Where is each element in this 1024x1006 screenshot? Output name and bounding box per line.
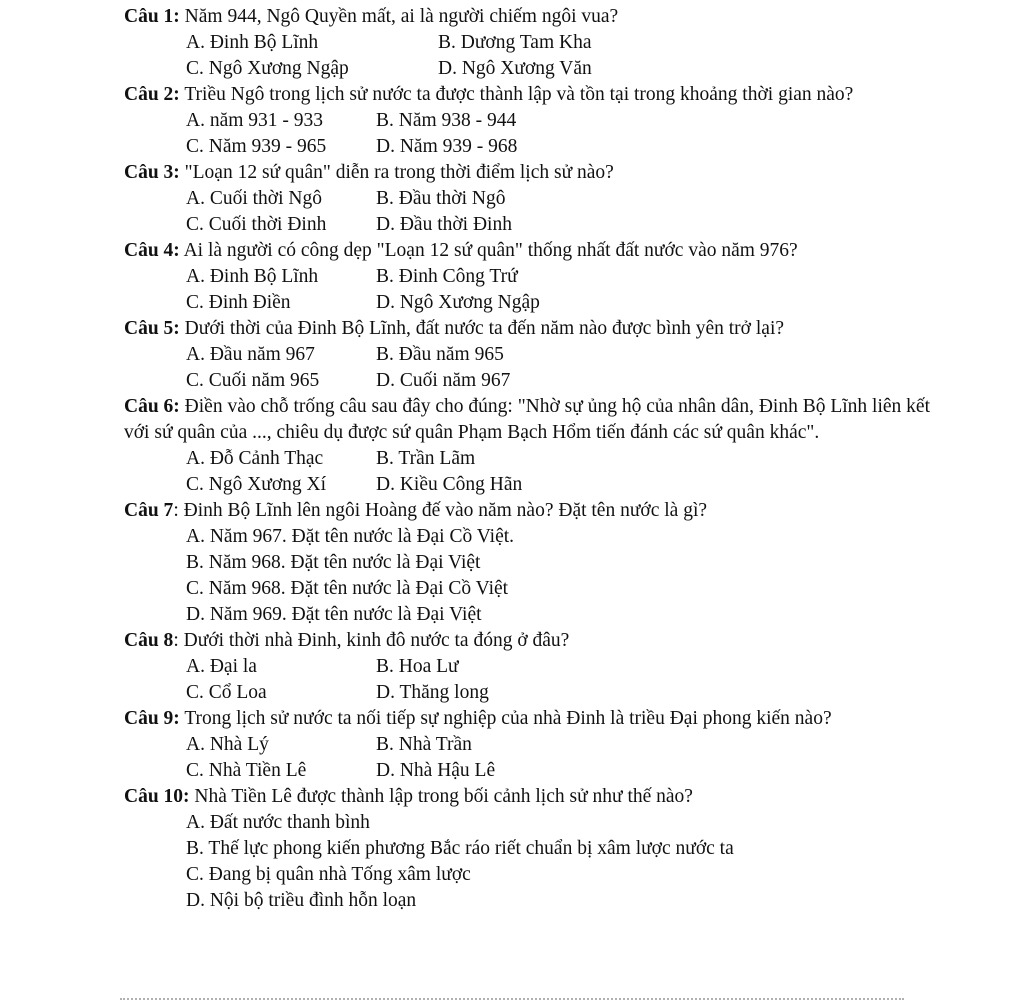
options-list (0, 654, 1024, 706)
option-d[interactable]: D. Cuối năm 967 (376, 370, 511, 391)
question-text (0, 4, 1024, 30)
option-b[interactable]: B. Nhà Trần (376, 734, 472, 755)
option-d[interactable]: D. Nội bộ triều đình hỗn loạn (186, 890, 417, 911)
question-text (0, 498, 1024, 524)
options-list (0, 524, 1024, 628)
option-d[interactable]: D. Ngô Xương Văn (438, 58, 592, 79)
option-c[interactable]: C. Cổ Loa (186, 682, 267, 703)
option-a[interactable]: A. Đỗ Cảnh Thạc (186, 448, 324, 469)
question-6 (0, 394, 1024, 498)
option-b[interactable]: B. Năm 968. Đặt tên nước là Đại Việt (186, 552, 481, 573)
question-prompt: "Loạn 12 sứ quân" diễn ra trong thời điểm lịch sử nào? (179, 162, 614, 183)
options-list (0, 264, 1024, 316)
option-c[interactable]: C. Cuối năm 965 (186, 370, 320, 391)
option-a[interactable]: A. Năm 967. Đặt tên nước là Đại Cồ Việt. (186, 526, 515, 547)
options-list (0, 810, 1024, 914)
question-1 (0, 4, 1024, 82)
option-c[interactable]: C. Năm 939 - 965 (186, 136, 327, 157)
question-label: Câu 4: (124, 240, 180, 261)
question-text (0, 82, 1024, 108)
question-prompt: Dưới thời của Đinh Bộ Lĩnh, đất nước ta đến năm nào được bình yên trở lại? (179, 318, 785, 339)
question-prompt: Trong lịch sử nước ta nối tiếp sự nghiệp của nhà Đinh là triều Đại phong kiến nào? (179, 708, 832, 729)
option-a[interactable]: A. năm 931 - 933 (186, 110, 324, 131)
question-5 (0, 316, 1024, 394)
option-a[interactable]: A. Đầu năm 967 (186, 344, 315, 365)
option-c[interactable]: C. Ngô Xương Xí (186, 474, 327, 495)
option-b[interactable]: B. Đinh Công Trứ (376, 266, 518, 287)
option-b[interactable]: B. Năm 938 - 944 (376, 110, 517, 131)
question-label: Câu 10: (124, 786, 190, 807)
option-c[interactable]: C. Nhà Tiền Lê (186, 760, 307, 781)
question-text (0, 628, 1024, 654)
option-a[interactable]: A. Cuối thời Ngô (186, 188, 322, 209)
option-d[interactable]: D. Ngô Xương Ngập (376, 292, 540, 313)
options-list (0, 446, 1024, 498)
question-text (0, 394, 1024, 446)
option-b[interactable]: B. Thế lực phong kiến phương Bắc ráo riết chuẩn bị xâm lược nước ta (186, 838, 734, 859)
question-text (0, 238, 1024, 264)
question-10 (0, 784, 1024, 914)
option-a[interactable]: A. Đinh Bộ Lĩnh (186, 32, 319, 53)
question-2 (0, 82, 1024, 160)
option-d[interactable]: D. Thăng long (376, 682, 489, 703)
question-label: Câu 7 (124, 500, 174, 521)
option-b[interactable]: B. Dương Tam Kha (438, 32, 592, 53)
options-list (0, 342, 1024, 394)
option-a[interactable]: A. Đất nước thanh bình (186, 812, 370, 833)
question-prompt: Năm 944, Ngô Quyền mất, ai là người chiếm ngôi vua? (179, 6, 619, 27)
option-c[interactable]: C. Cuối thời Đinh (186, 214, 327, 235)
question-label: Câu 5: (124, 318, 180, 339)
question-label: Câu 8 (124, 630, 174, 651)
option-c[interactable]: C. Đinh Điền (186, 292, 291, 313)
question-text (0, 160, 1024, 186)
question-text (0, 706, 1024, 732)
question-prompt: Ai là người có công dẹp "Loạn 12 sứ quân" thống nhất đất nước vào năm 976? (179, 240, 798, 261)
question-label: Câu 9: (124, 708, 180, 729)
options-list (0, 30, 1024, 82)
options-list (0, 108, 1024, 160)
question-prompt: Nhà Tiền Lê được thành lập trong bối cảnh lịch sử như thế nào? (189, 786, 693, 807)
options-list (0, 732, 1024, 784)
question-text (0, 784, 1024, 810)
question-text (0, 316, 1024, 342)
question-4 (0, 238, 1024, 316)
question-prompt: Triều Ngô trong lịch sử nước ta được thành lập và tồn tại trong khoảng thời gian nào? (179, 84, 854, 105)
question-3 (0, 160, 1024, 238)
question-label: Câu 6: (124, 396, 180, 417)
option-a[interactable]: A. Đại la (186, 656, 257, 677)
option-c[interactable]: C. Ngô Xương Ngập (186, 58, 349, 79)
question-label: Câu 3: (124, 162, 180, 183)
option-a[interactable]: A. Nhà Lý (186, 734, 269, 755)
option-c[interactable]: C. Đang bị quân nhà Tống xâm lược (186, 864, 471, 885)
question-prompt: : Đinh Bộ Lĩnh lên ngôi Hoàng đế vào năm nào? Đặt tên nước là gì? (173, 500, 708, 521)
option-b[interactable]: B. Đầu năm 965 (376, 344, 504, 365)
option-b[interactable]: B. Trần Lãm (376, 448, 476, 469)
option-d[interactable]: D. Kiều Công Hãn (376, 474, 523, 495)
question-label: Câu 2: (124, 84, 180, 105)
option-d[interactable]: D. Năm 969. Đặt tên nước là Đại Việt (186, 604, 482, 625)
question-prompt: Điền vào chỗ trống câu sau đây cho đúng: "Nhờ sự ủng hộ của nhân dân, Đinh Bộ Lĩnh liên kết với sứ quân của ..., chiêu dụ được sứ quân Phạm Bạch Hổm tiến đánh các sứ quân khác". (124, 396, 930, 443)
quiz-document (0, 4, 1024, 914)
question-label: Câu 1: (124, 6, 180, 27)
option-b[interactable]: B. Hoa Lư (376, 656, 459, 677)
option-b[interactable]: B. Đầu thời Ngô (376, 188, 506, 209)
option-a[interactable]: A. Đinh Bộ Lĩnh (186, 266, 319, 287)
question-9 (0, 706, 1024, 784)
cut-off-next-line (120, 998, 904, 1006)
question-prompt: : Dưới thời nhà Đinh, kinh đô nước ta đóng ở đâu? (173, 630, 570, 651)
option-d[interactable]: D. Năm 939 - 968 (376, 136, 518, 157)
option-c[interactable]: C. Năm 968. Đặt tên nước là Đại Cồ Việt (186, 578, 509, 599)
question-8 (0, 628, 1024, 706)
option-d[interactable]: D. Nhà Hậu Lê (376, 760, 496, 781)
options-list (0, 186, 1024, 238)
question-7 (0, 498, 1024, 628)
option-d[interactable]: D. Đầu thời Đinh (376, 214, 512, 235)
